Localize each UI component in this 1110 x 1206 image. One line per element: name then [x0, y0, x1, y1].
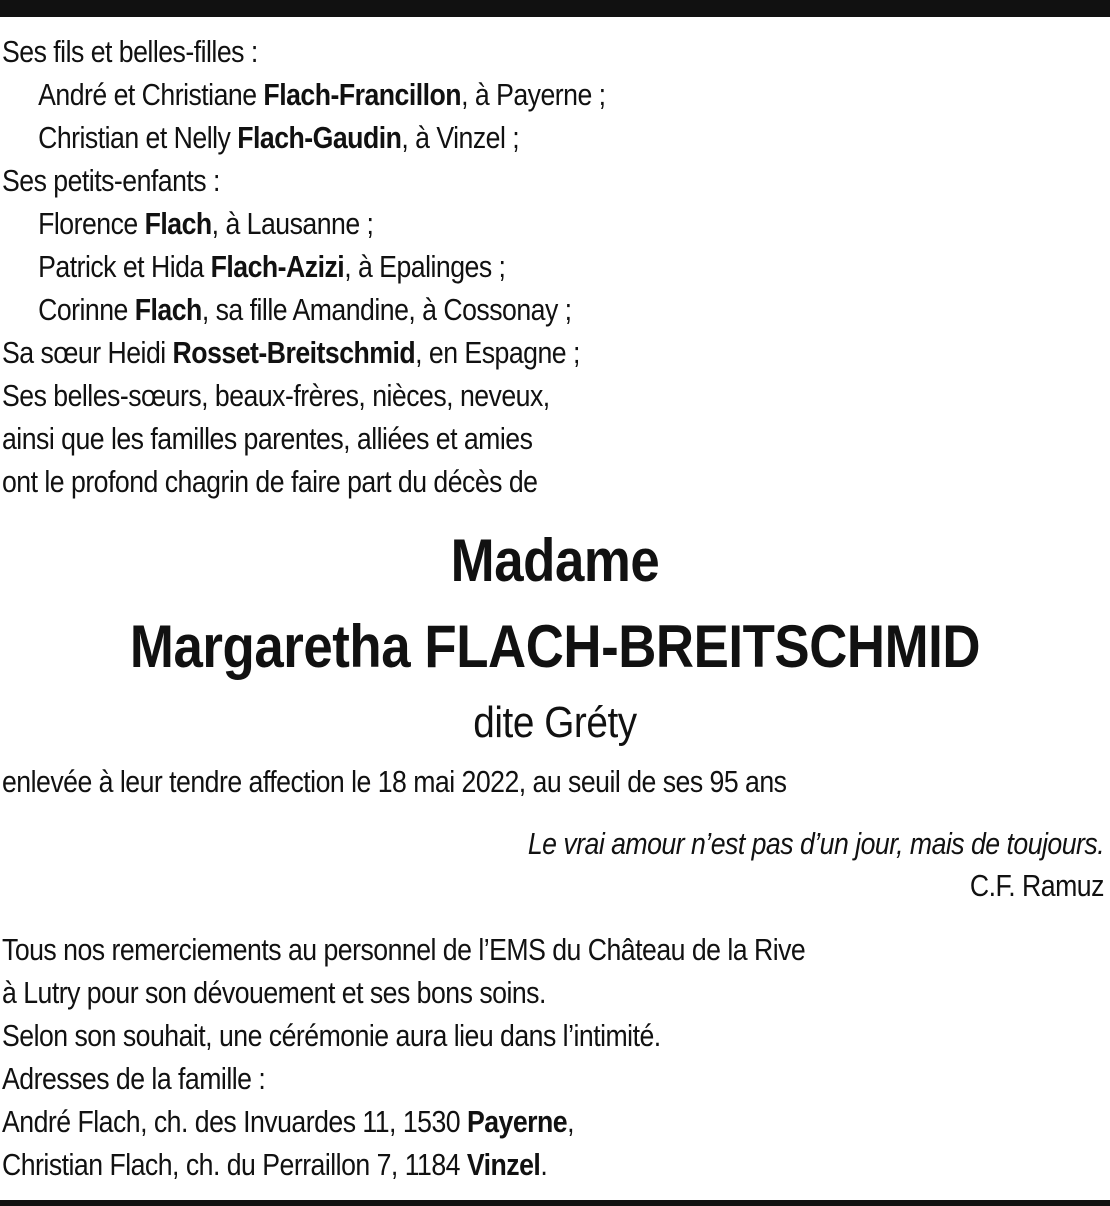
- member-prefix: Sa sœur Heidi: [2, 335, 173, 370]
- family-member-line: [2, 245, 606, 288]
- member-suffix: , à Payerne ;: [461, 77, 606, 112]
- announcement-line: ont le profond chagrin de faire part du décès de: [2, 464, 538, 499]
- member-name: Flach-Gaudin: [237, 120, 402, 155]
- top-rule: [0, 0, 1110, 17]
- member-prefix: Christian et Nelly: [38, 120, 238, 155]
- deceased-name: Margaretha FLACH-BREITSCHMID: [129, 613, 981, 680]
- member-prefix: Patrick et Hida: [38, 249, 211, 284]
- member-suffix: , en Espagne ;: [415, 335, 580, 370]
- member-name: Flach-Azizi: [210, 249, 345, 284]
- member-prefix: Florence: [38, 206, 145, 241]
- member-name: Flach: [144, 206, 212, 241]
- death-line: enlevée à leur tendre affection le 18 mai 2022, au seuil de ses 95 ans: [2, 764, 787, 799]
- address-prefix: Christian Flach, ch. du Perraillon 7, 1184: [2, 1147, 467, 1182]
- bottom-rule: [0, 1200, 1110, 1206]
- family-member-line: [2, 116, 606, 159]
- quote-text: Le vrai amour n’est pas d’un jour, mais de toujours.: [527, 826, 1104, 861]
- family-member-line: [2, 202, 606, 245]
- member-name: Rosset-Breitschmid: [172, 335, 416, 370]
- addresses-intro: Adresses de la famille :: [2, 1061, 266, 1096]
- address-city: Vinzel: [466, 1147, 541, 1182]
- deceased-nickname: dite Gréty: [473, 698, 637, 747]
- member-name: Flach-Francillon: [263, 77, 462, 112]
- address-line: [2, 1143, 805, 1186]
- member-prefix: Corinne: [38, 292, 135, 327]
- member-suffix: , à Lausanne ;: [211, 206, 374, 241]
- family-list: [2, 30, 704, 503]
- member-suffix: , à Vinzel ;: [401, 120, 520, 155]
- family-member-line: [2, 73, 606, 116]
- address-suffix: .: [540, 1147, 548, 1182]
- address-line: [2, 1100, 805, 1143]
- families-line: ainsi que les familles parentes, alliées et amies: [2, 421, 533, 456]
- thanks-line: Tous nos remerciements au personnel de l’EMS du Château de la Rive: [2, 932, 806, 967]
- address-city: Payerne: [466, 1104, 568, 1139]
- member-suffix: , sa fille Amandine, à Cossonay ;: [201, 292, 572, 327]
- address-prefix: André Flach, ch. des Invuardes 11, 1530: [2, 1104, 467, 1139]
- member-suffix: , à Epalinges ;: [344, 249, 506, 284]
- grandchildren-intro: Ses petits-enfants :: [2, 163, 220, 198]
- member-prefix: André et Christiane: [38, 77, 264, 112]
- ceremony-line: Selon son souhait, une cérémonie aura lieu dans l’intimité.: [2, 1018, 661, 1053]
- closing-block: [2, 928, 936, 1186]
- member-name: Flach: [134, 292, 202, 327]
- quote-author: C.F. Ramuz: [969, 868, 1104, 903]
- family-member-line: [2, 288, 606, 331]
- family-member-line: [2, 331, 606, 374]
- address-suffix: ,: [567, 1104, 575, 1139]
- sons-intro: Ses fils et belles-filles :: [2, 34, 258, 69]
- death-notice-block: [2, 760, 914, 803]
- relatives-line: Ses belles-sœurs, beaux-frères, nièces, neveux,: [2, 378, 550, 413]
- thanks-line: à Lutry pour son dévouement et ses bons soins.: [2, 975, 546, 1010]
- honorific-title: Madame: [450, 527, 660, 594]
